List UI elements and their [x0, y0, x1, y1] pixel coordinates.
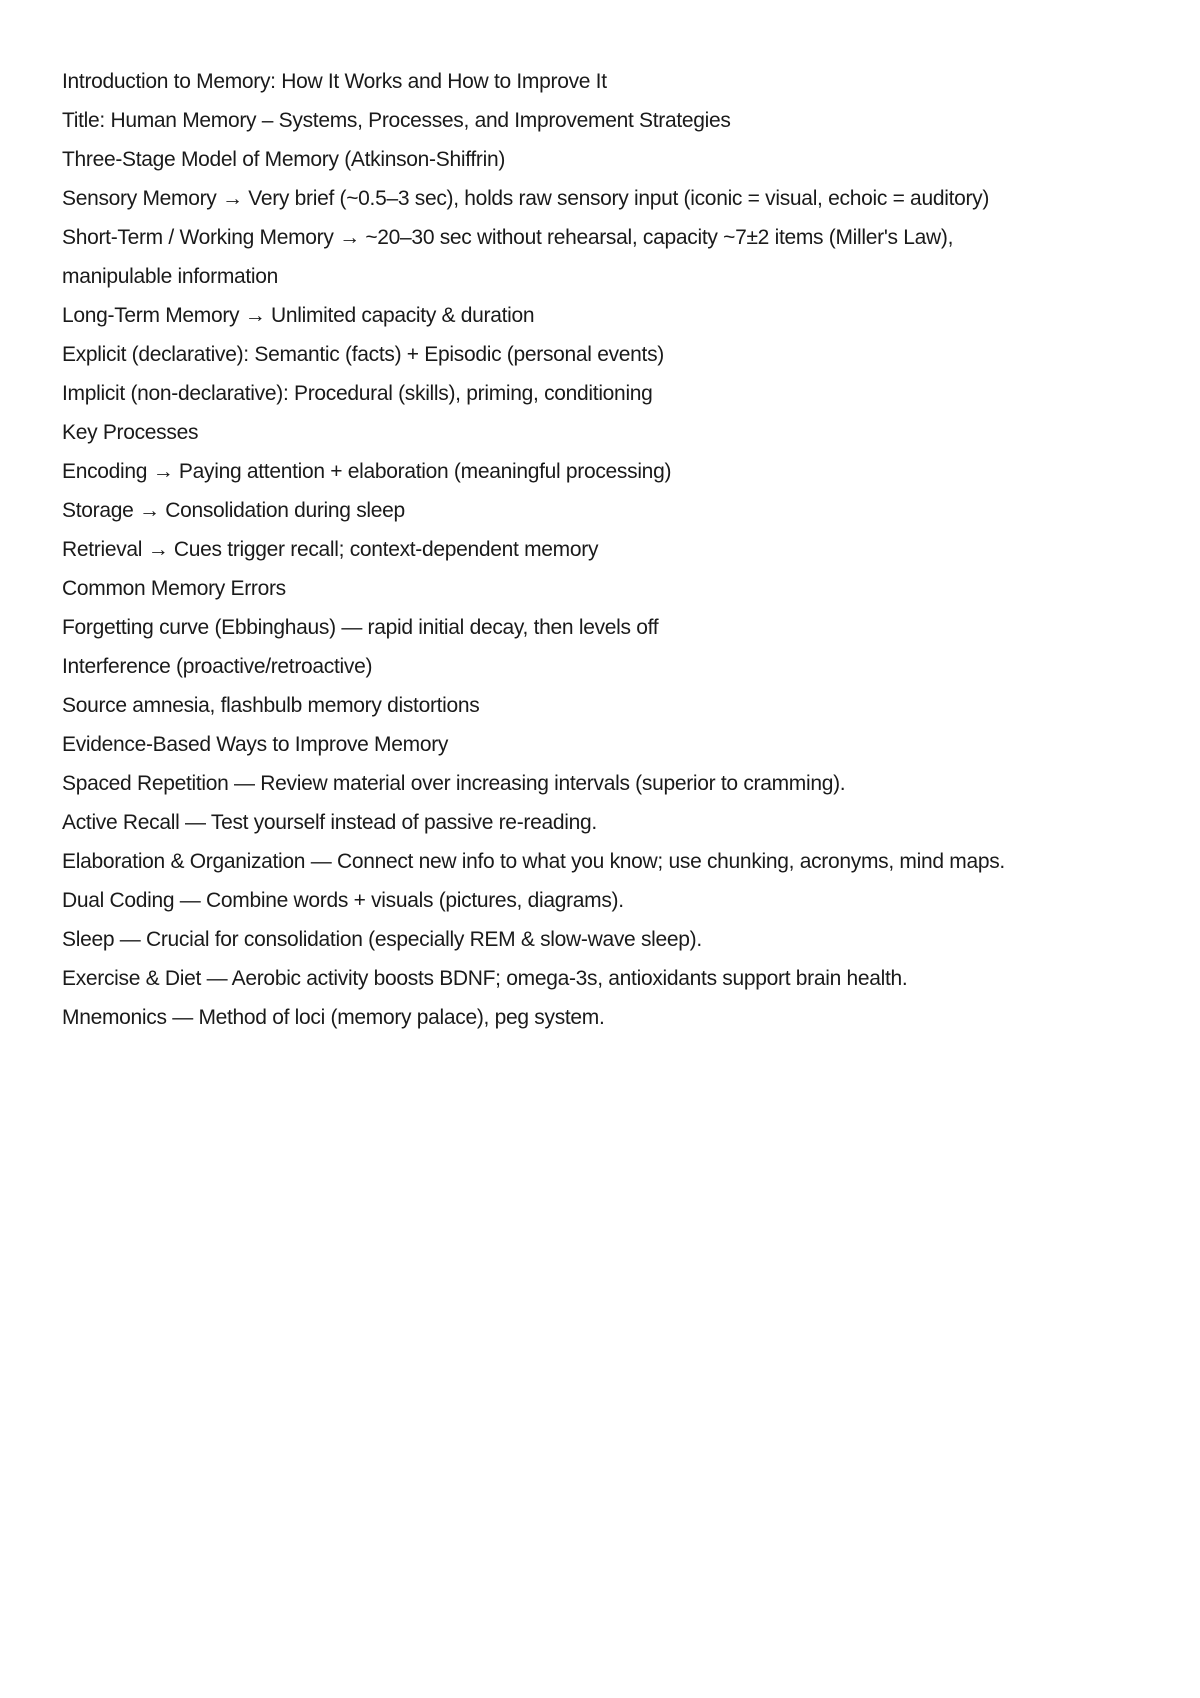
- document-body: [62, 62, 1162, 1037]
- text-line-exercise-diet: Exercise & Diet — Aerobic activity boosts BDNF; omega-3s, antioxidants support brain health.: [62, 967, 908, 990]
- text-line-sensory-memory: Sensory Memory → Very brief (~0.5–3 sec), holds raw sensory input (iconic = visual, echoic = auditory): [62, 187, 990, 210]
- section-heading-three-stage-model: Three-Stage Model of Memory (Atkinson-Shiffrin): [62, 148, 506, 171]
- text-line-retrieval: Retrieval → Cues trigger recall; context-dependent memory: [62, 538, 599, 561]
- text-line-storage: Storage → Consolidation during sleep: [62, 499, 405, 522]
- text-line-spaced-repetition: Spaced Repetition — Review material over increasing intervals (superior to cramming).: [62, 772, 846, 795]
- section-heading-improve-memory: Evidence-Based Ways to Improve Memory: [62, 733, 449, 756]
- text-line-source-amnesia: Source amnesia, flashbulb memory distortions: [62, 694, 480, 717]
- text-line-explicit-memory: Explicit (declarative): Semantic (facts) + Episodic (personal events): [62, 343, 664, 366]
- text-line-mnemonics: Mnemonics — Method of loci (memory palace), peg system.: [62, 1006, 605, 1029]
- text-line-short-term-memory: Short-Term / Working Memory → ~20–30 sec without rehearsal, capacity ~7±2 items (Miller's Law),: [62, 226, 954, 249]
- text-line-dual-coding: Dual Coding — Combine words + visuals (pictures, diagrams).: [62, 889, 624, 912]
- text-line-forgetting-curve: Forgetting curve (Ebbinghaus) — rapid initial decay, then levels off: [62, 616, 659, 639]
- text-line-interference: Interference (proactive/retroactive): [62, 655, 373, 678]
- text-line-implicit-memory: Implicit (non-declarative): Procedural (skills), priming, conditioning: [62, 382, 653, 405]
- text-line-active-recall: Active Recall — Test yourself instead of passive re-reading.: [62, 811, 597, 834]
- text-line-long-term-memory: Long-Term Memory → Unlimited capacity & duration: [62, 304, 535, 327]
- document-heading: Introduction to Memory: How It Works and How to Improve It: [62, 70, 607, 93]
- text-line-sleep: Sleep — Crucial for consolidation (especially REM & slow-wave sleep).: [62, 928, 702, 951]
- text-line-elaboration: Elaboration & Organization — Connect new info to what you know; use chunking, acronyms, mind maps.: [62, 850, 1005, 873]
- text-line-short-term-memory-continued: manipulable information: [62, 265, 279, 288]
- text-line-encoding: Encoding → Paying attention + elaboration (meaningful processing): [62, 460, 672, 483]
- section-heading-memory-errors: Common Memory Errors: [62, 577, 286, 600]
- document-title-line: Title: Human Memory – Systems, Processes, and Improvement Strategies: [62, 109, 731, 132]
- section-heading-key-processes: Key Processes: [62, 421, 199, 444]
